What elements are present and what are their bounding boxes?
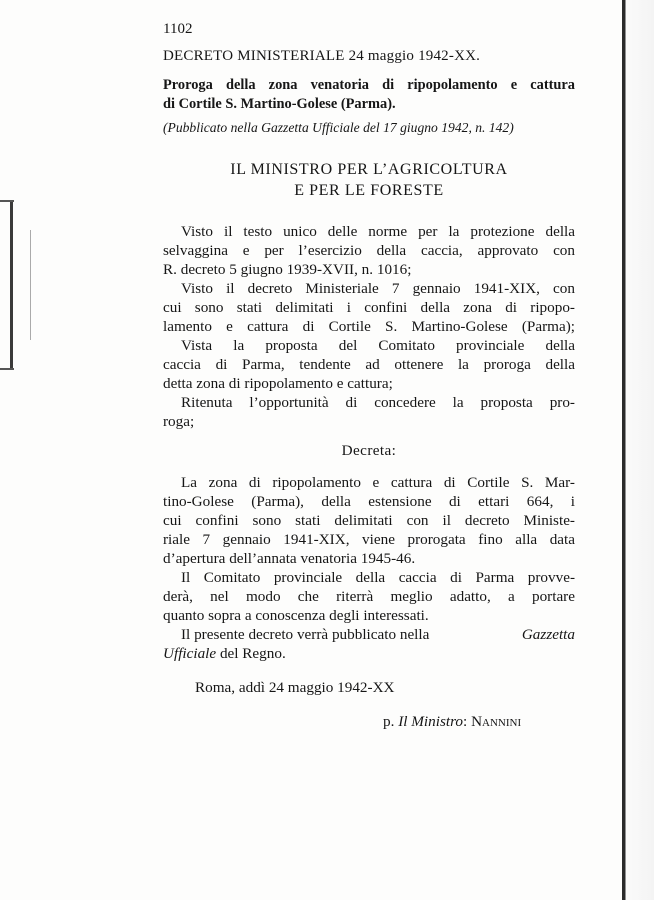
preamble-line: lamento e cattura di Cortile S. Martino-Golese (Parma); <box>163 318 575 335</box>
preamble-line: roga; <box>163 413 195 430</box>
publication-note: (Pubblicato nella Gazzetta Ufficiale del 17 giugno 1942, n. 142) <box>163 120 514 135</box>
preamble-line: cui sono stati delimitati i confini della zona di ripopo- <box>163 299 575 316</box>
binding-mark <box>30 230 31 340</box>
signature-role: Il Ministro <box>398 713 464 730</box>
article-line: derà, nel modo che riterrà meglio adatto, a portare <box>163 588 575 605</box>
signature-colon: : <box>463 713 468 730</box>
preamble-line: detta zona di ripopolamento e cattura; <box>163 375 393 392</box>
publication-clause <box>181 625 575 644</box>
signature-prefix: p. <box>383 713 395 730</box>
adjacent-page-edge <box>622 0 654 900</box>
article-line: quanto sopra a conoscenza degli interessati. <box>163 607 429 624</box>
article-line: riale 7 gennaio 1941-XIX, viene prorogata fino alla data <box>163 531 575 548</box>
article-line: tino-Golese (Parma), della estensione di ettari 664, i <box>163 493 575 510</box>
publication-clause-suffix: del Regno. <box>219 645 286 662</box>
publication-clause <box>163 644 286 663</box>
decree-subject-line: di Cortile S. Martino-Golese (Parma). <box>163 96 396 112</box>
preamble-line: Visto il decreto Ministeriale 7 gennaio 1941-XIX, con <box>181 280 575 297</box>
article-line: d’apertura dell’annata venatoria 1945-46. <box>163 550 416 567</box>
decree-subject-line: Proroga della zona venatoria di ripopolamento e cattura <box>163 77 575 93</box>
minister-title: IL MINISTRO PER L’AGRICOLTURA <box>230 161 508 178</box>
preamble-line: caccia di Parma, tendente ad ottenere la proroga della <box>163 356 575 373</box>
binding-mark <box>0 368 14 370</box>
place-date: Roma, addì 24 maggio 1942-XX <box>195 679 395 696</box>
article-line: La zona di ripopolamento e cattura di Cortile S. Mar- <box>181 474 575 491</box>
publication-clause-prefix: Il presente decreto verrà pubblicato nella <box>181 626 430 643</box>
decreta-label: Decreta: <box>341 442 397 459</box>
signature-name: Nannini <box>471 713 522 730</box>
preamble-line: Vista la proposta del Comitato provinciale della <box>181 337 575 354</box>
preamble-line: R. decreto 5 giugno 1939-XVII, n. 1016; <box>163 261 412 278</box>
gazzetta-word: Gazzetta <box>521 626 575 643</box>
page-number: 1102 <box>163 21 193 37</box>
binding-mark <box>10 202 13 370</box>
minister-title: E PER LE FORESTE <box>294 182 444 199</box>
article-line: Il Comitato provinciale della caccia di Parma provve- <box>181 569 575 586</box>
decree-title: DECRETO MINISTERIALE 24 maggio 1942-XX. <box>163 48 481 64</box>
preamble-line: selvaggina e per l’esercizio della caccia, approvato con <box>163 242 575 259</box>
preamble-line: Visto il testo unico delle norme per la protezione della <box>181 223 575 240</box>
binding-mark <box>0 200 14 202</box>
preamble-line: Ritenuta l’opportunità di concedere la proposta pro- <box>181 394 575 411</box>
signature <box>383 712 521 731</box>
ufficiale-word: Ufficiale <box>163 645 217 662</box>
article-line: cui confini sono stati delimitati con il decreto Ministe- <box>163 512 575 529</box>
